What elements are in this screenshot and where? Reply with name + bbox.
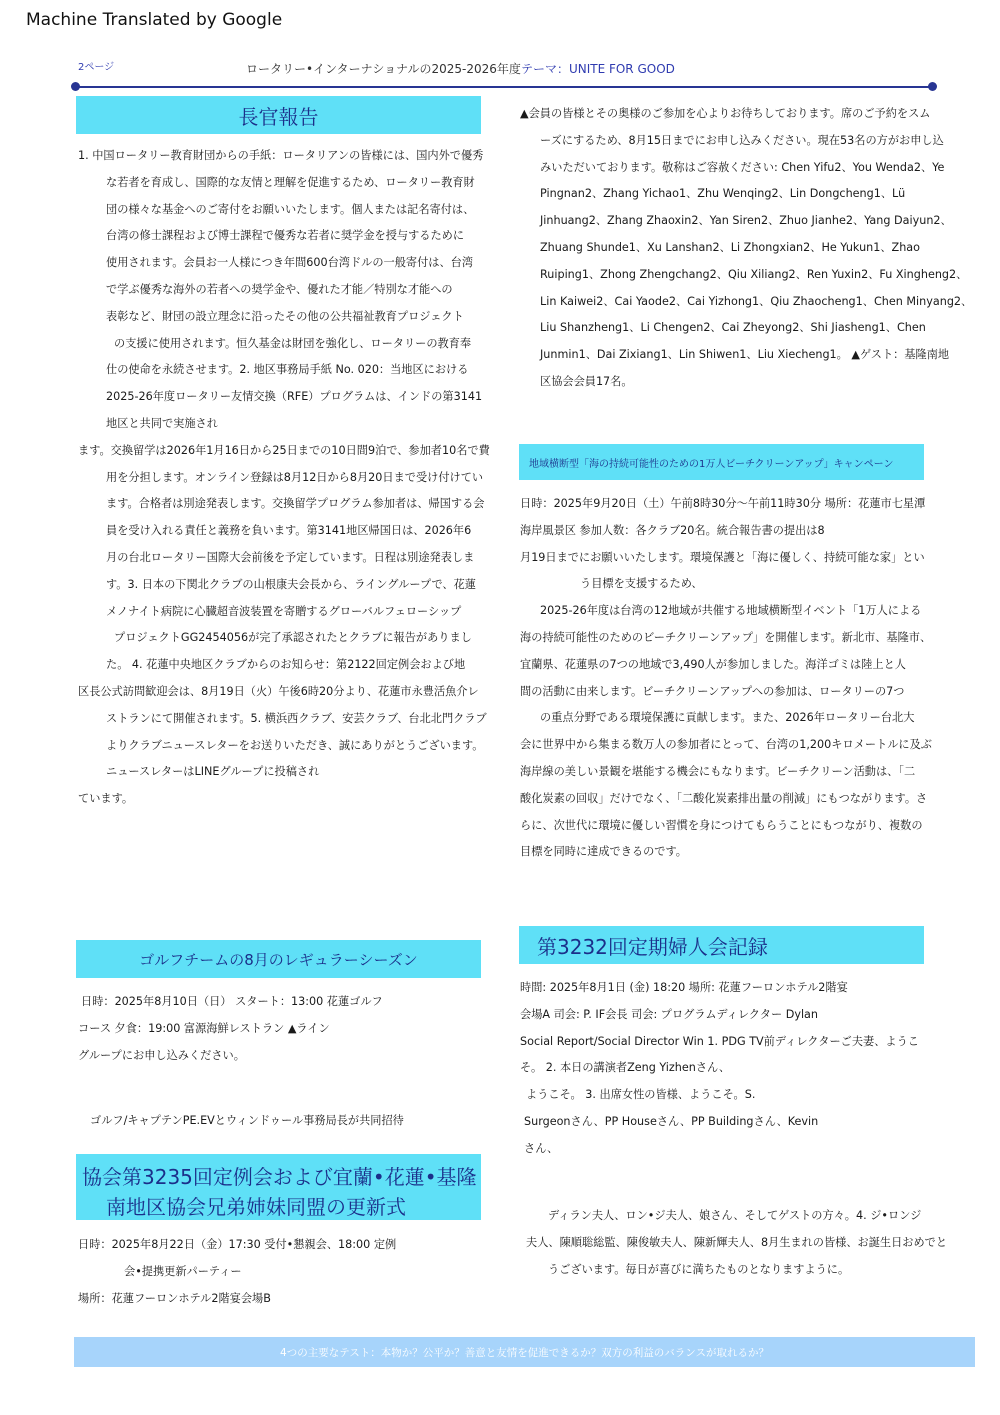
reservation-line: Zhuang Shunde1、Xu Lanshan2、Li Zhongxian2、He Yukun1、Zhao	[540, 240, 921, 254]
beach-line: の重点分野である環境保護に貢献します。また、2026年ロータリー台北大	[540, 711, 915, 725]
report-line: 1. 中国ロータリー教育財団からの手紙：ロータリアンの皆様には、国内外で優秀	[78, 149, 484, 162]
golf-line: 日時：2025年8月10日（日） スタート：13:00 花蓮ゴルフ	[81, 995, 383, 1008]
meeting-line: 夫人、陳順聡総監、陳俊敏夫人、陳新輝夫人、8月生まれの皆様、お誕生日おめでと	[526, 1235, 948, 1249]
report-line: よりクラブニュースレターをお送りいただき、誠にありがとうございます。	[106, 738, 484, 752]
report-line: で学ぶ優秀な海外の若者への奨学金や、優れた才能／特別な才能への	[106, 282, 453, 296]
report-line: 2025-26年度ロータリー友情交換（RFE）プログラムは、インドの第3141	[106, 390, 483, 404]
beach-line: う目標を支援するため、	[580, 577, 703, 591]
beach-line: 日時：2025年9月20日（土）午前8時30分～午前11時30分 場所：花蓮市七星潭	[520, 497, 926, 510]
report-line: プロジェクトGG2454056が完了承認されたとクラブに報告がありまし	[114, 631, 472, 645]
renewal-body	[78, 1232, 483, 1312]
report-line: の支援に使用されます。恒久基金は財団を強化し、ロータリーの教育奉	[114, 336, 472, 350]
reservation-line: 区協会会員17名。	[540, 374, 633, 388]
governor-report-body	[78, 143, 490, 813]
renewal-title-line: 南地区協会兄弟姉妹同盟の更新式	[106, 1195, 406, 1219]
renewal-title-line: 協会第3235回定例会および宜蘭•花蓮•基隆	[82, 1165, 477, 1189]
golf-invite: ゴルフ/キャプテンPE.EVとウィンドゥール事務局長が共同招待	[90, 1114, 404, 1127]
reservation-body	[520, 101, 973, 396]
report-line: ます。交換留学は2026年1月16日から25日までの10日間9泊で、参加者10名で費	[78, 443, 490, 457]
meeting-line: 会場A 司会: P. IF会長 司会: プログラムディレクター Dylan	[520, 1007, 818, 1021]
theme-accent: テーマ：UNITE FOR GOOD	[520, 62, 675, 76]
renewal-line: 日時：2025年8月22日（金）17:30 受付•懇親会、18:00 定例	[78, 1238, 397, 1251]
header-theme	[246, 60, 675, 77]
meeting-line: そ。 2. 本日の講演者Zeng Yizhenさん、	[520, 1061, 731, 1075]
beach-line: 宜蘭県、花蓮県の7つの地域で3,490人が参加しました。海洋ゴミは陸上と人	[520, 657, 906, 671]
report-line: な若者を育成し、国際的な友情と理解を促進するため、ロータリー教育財	[106, 175, 475, 189]
golf-line: グループにお申し込みください。	[78, 1048, 245, 1062]
report-line: メノナイト病院に心臓超音波装置を寄贈するグローバルフェローシップ	[106, 604, 462, 618]
beach-line: 酸化炭素の回収」だけでなく、「二酸化炭素排出量の削減」にもつながります。さ	[520, 791, 928, 805]
womens-meeting-title: 第3232回定期婦人会記録	[519, 926, 924, 964]
reservation-line: Ruiping1、Zhong Zhengchang2、Qiu Xiliang2、Ren Yuxin2、Fu Xingheng2、	[540, 267, 968, 281]
reservation-line: みいただいております。敬称はご容赦ください: Chen Yifu2、You Wenda2、Ye	[540, 160, 945, 174]
report-line: 表彰など、財団の設立理念に沿ったその他の公共福祉教育プロジェクト	[106, 309, 464, 323]
meeting-line: 時間: 2025年8月1日 (金) 18:20 場所: 花蓮フーロンホテル2階宴	[520, 981, 848, 994]
beach-line: 目標を同時に達成できるのです。	[520, 845, 687, 859]
meeting-line: ディラン夫人、ロン•ジ夫人、娘さん、そしてゲストの方々。4. ジ•ロンジ	[548, 1209, 922, 1222]
beach-line: 間の活動に由来します。ビーチクリーンアップへの参加は、ロータリーの7つ	[520, 684, 905, 698]
machine-translated-label: Machine Translated by Google	[26, 10, 283, 30]
reservation-line: ▲会員の皆様とその奥様のご参加を心よりお待ちしております。席のご予約をスム	[520, 107, 931, 120]
beach-line: 2025-26年度は台湾の12地域が共催する地域横断型イベント「1万人による	[540, 604, 922, 618]
report-line: 員を受け入れる責任と義務を負います。第3141地区帰国日は、2026年6	[106, 524, 472, 538]
report-line: ニュースレターはLINEグループに投稿され	[106, 765, 320, 779]
rule-right-dot	[928, 82, 937, 91]
report-line: ます。合格者は別途発表します。交換留学プログラム参加者は、帰国する会	[106, 497, 485, 511]
golf-body	[78, 989, 483, 1069]
report-line: 台湾の修士課程および博士課程で優秀な若者に奨学金を授与するために	[106, 229, 465, 243]
report-line: 月の台北ロータリー国際大会前後を予定しています。日程は別途発表しま	[106, 550, 475, 564]
beach-line: 会に世界中から集まる数万人の参加者にとって、台湾の1,200キロメートルに及ぶ	[520, 738, 932, 752]
beach-line: らに、次世代に環境に優しい習慣を身につけてもらうことにもつながり、複数の	[520, 818, 923, 832]
reservation-line: Junmin1、Dai Zixiang1、Lin Shiwen1、Liu Xiecheng1。 ▲ゲスト：基隆南地	[540, 348, 950, 362]
report-line: た。 4. 花蓮中央地区クラブからのお知らせ：第2122回定例会および地	[106, 658, 466, 672]
four-way-test-footer: 4つの主要なテスト：本物か？公平か？善意と友情を促進できるか？双方の利益のバランスが取れるか？	[74, 1337, 975, 1367]
meeting-line: ようこそ。 3. 出席女性の皆様、ようこそ。S.	[526, 1088, 756, 1102]
reservation-line: Liu Shanzheng1、Li Chengen2、Cai Zheyong2、Shi Jiasheng1、Chen	[540, 321, 926, 335]
reservation-line: ーズにするため、8月15日までにお申し込みください。現在53名の方がお申し込	[540, 133, 944, 147]
beach-cleanup-body	[520, 491, 932, 866]
beach-line: 海の持続可能性のためのビーチクリーンアップ」を開催します。新北市、基隆市、	[520, 630, 932, 644]
reservation-line: Jinhuang2、Zhang Zhaoxin2、Yan Siren2、Zhuo Jianhe2、Yang Daiyun2、	[540, 214, 952, 228]
renewal-line: 場所：花蓮フーロンホテル2階宴会場B	[78, 1291, 271, 1305]
page-number: 2ページ	[78, 62, 115, 73]
report-line: す。3. 日本の下関北クラブの山根康夫会長から、ライングループで、花蓮	[106, 577, 476, 591]
governor-report-title: 長官報告	[76, 96, 481, 134]
report-line: 仕の使命を永続させます。2. 地区事務局手紙 No. 020：当地区における	[106, 363, 469, 377]
report-line: 区長公式訪問歓迎会は、8月19日（火）午後6時20分より、花蓮市永豊活魚介レ	[78, 684, 479, 698]
golf-line: コース 夕食：19:00 富源海鮮レストラン ▲ライン	[78, 1021, 330, 1035]
report-line: ています。	[78, 792, 134, 806]
meeting-line: さん、	[524, 1141, 559, 1155]
report-line: 団の様々な基金へのご寄付をお願いいたします。個人または記名寄付は、	[106, 202, 475, 216]
renewal-line: 会•提携更新パーティー	[124, 1264, 242, 1278]
golf-title: ゴルフチームの8月のレギュラーシーズン	[76, 940, 481, 978]
beach-line: 海岸線の美しい景観を堪能する機会にもなります。ビーチクリーン活動は、「二	[520, 764, 916, 778]
report-line: ストランにて開催されます。5. 横浜西クラブ、安芸クラブ、台北北門クラブ	[106, 711, 487, 725]
beach-line: 月19日までにお願いいたします。環境保護と「海に優しく、持続可能な家」とい	[520, 550, 925, 564]
report-line: 使用されます。会員お一人様につき年間600台湾ドルの一般寄付は、台湾	[106, 256, 474, 270]
header-rule	[76, 86, 932, 88]
meeting-line: うございます。毎日が喜びに満ちたものとなりますように。	[548, 1262, 850, 1276]
meeting-line: Surgeonさん、PP Houseさん、PP Buildingさん、Kevin	[524, 1114, 819, 1128]
renewal-title	[76, 1154, 481, 1220]
meeting-line: Social Report/Social Director Win 1. PDG TV前ディレクターご夫妻、ようこ	[520, 1034, 919, 1048]
report-line: 用を分担します。オンライン登録は8月12日から8月20日まで受け付けてい	[106, 470, 484, 484]
beach-cleanup-title: 地域横断型「海の持続可能性のための1万人ビーチクリーンアップ」キャンペーン	[519, 444, 924, 480]
womens-meeting-body	[520, 975, 925, 1163]
report-line: 地区と共同で実施され	[106, 416, 218, 430]
reservation-line: Lin Kaiwei2、Cai Yaode2、Cai Yizhong1、Qiu Zhaocheng1、Chen Minyang2、	[540, 294, 973, 308]
reservation-line: Pingnan2、Zhang Yichao1、Zhu Wenqing2、Lin Dongcheng1、Lü	[540, 187, 906, 201]
womens-meeting-body-2	[526, 1203, 948, 1283]
beach-line: 海岸風景区 参加人数：各クラブ20名。統合報告書の提出は8	[520, 523, 825, 537]
theme-prefix: ロータリー•インターナショナルの2025-2026年度	[246, 62, 521, 76]
